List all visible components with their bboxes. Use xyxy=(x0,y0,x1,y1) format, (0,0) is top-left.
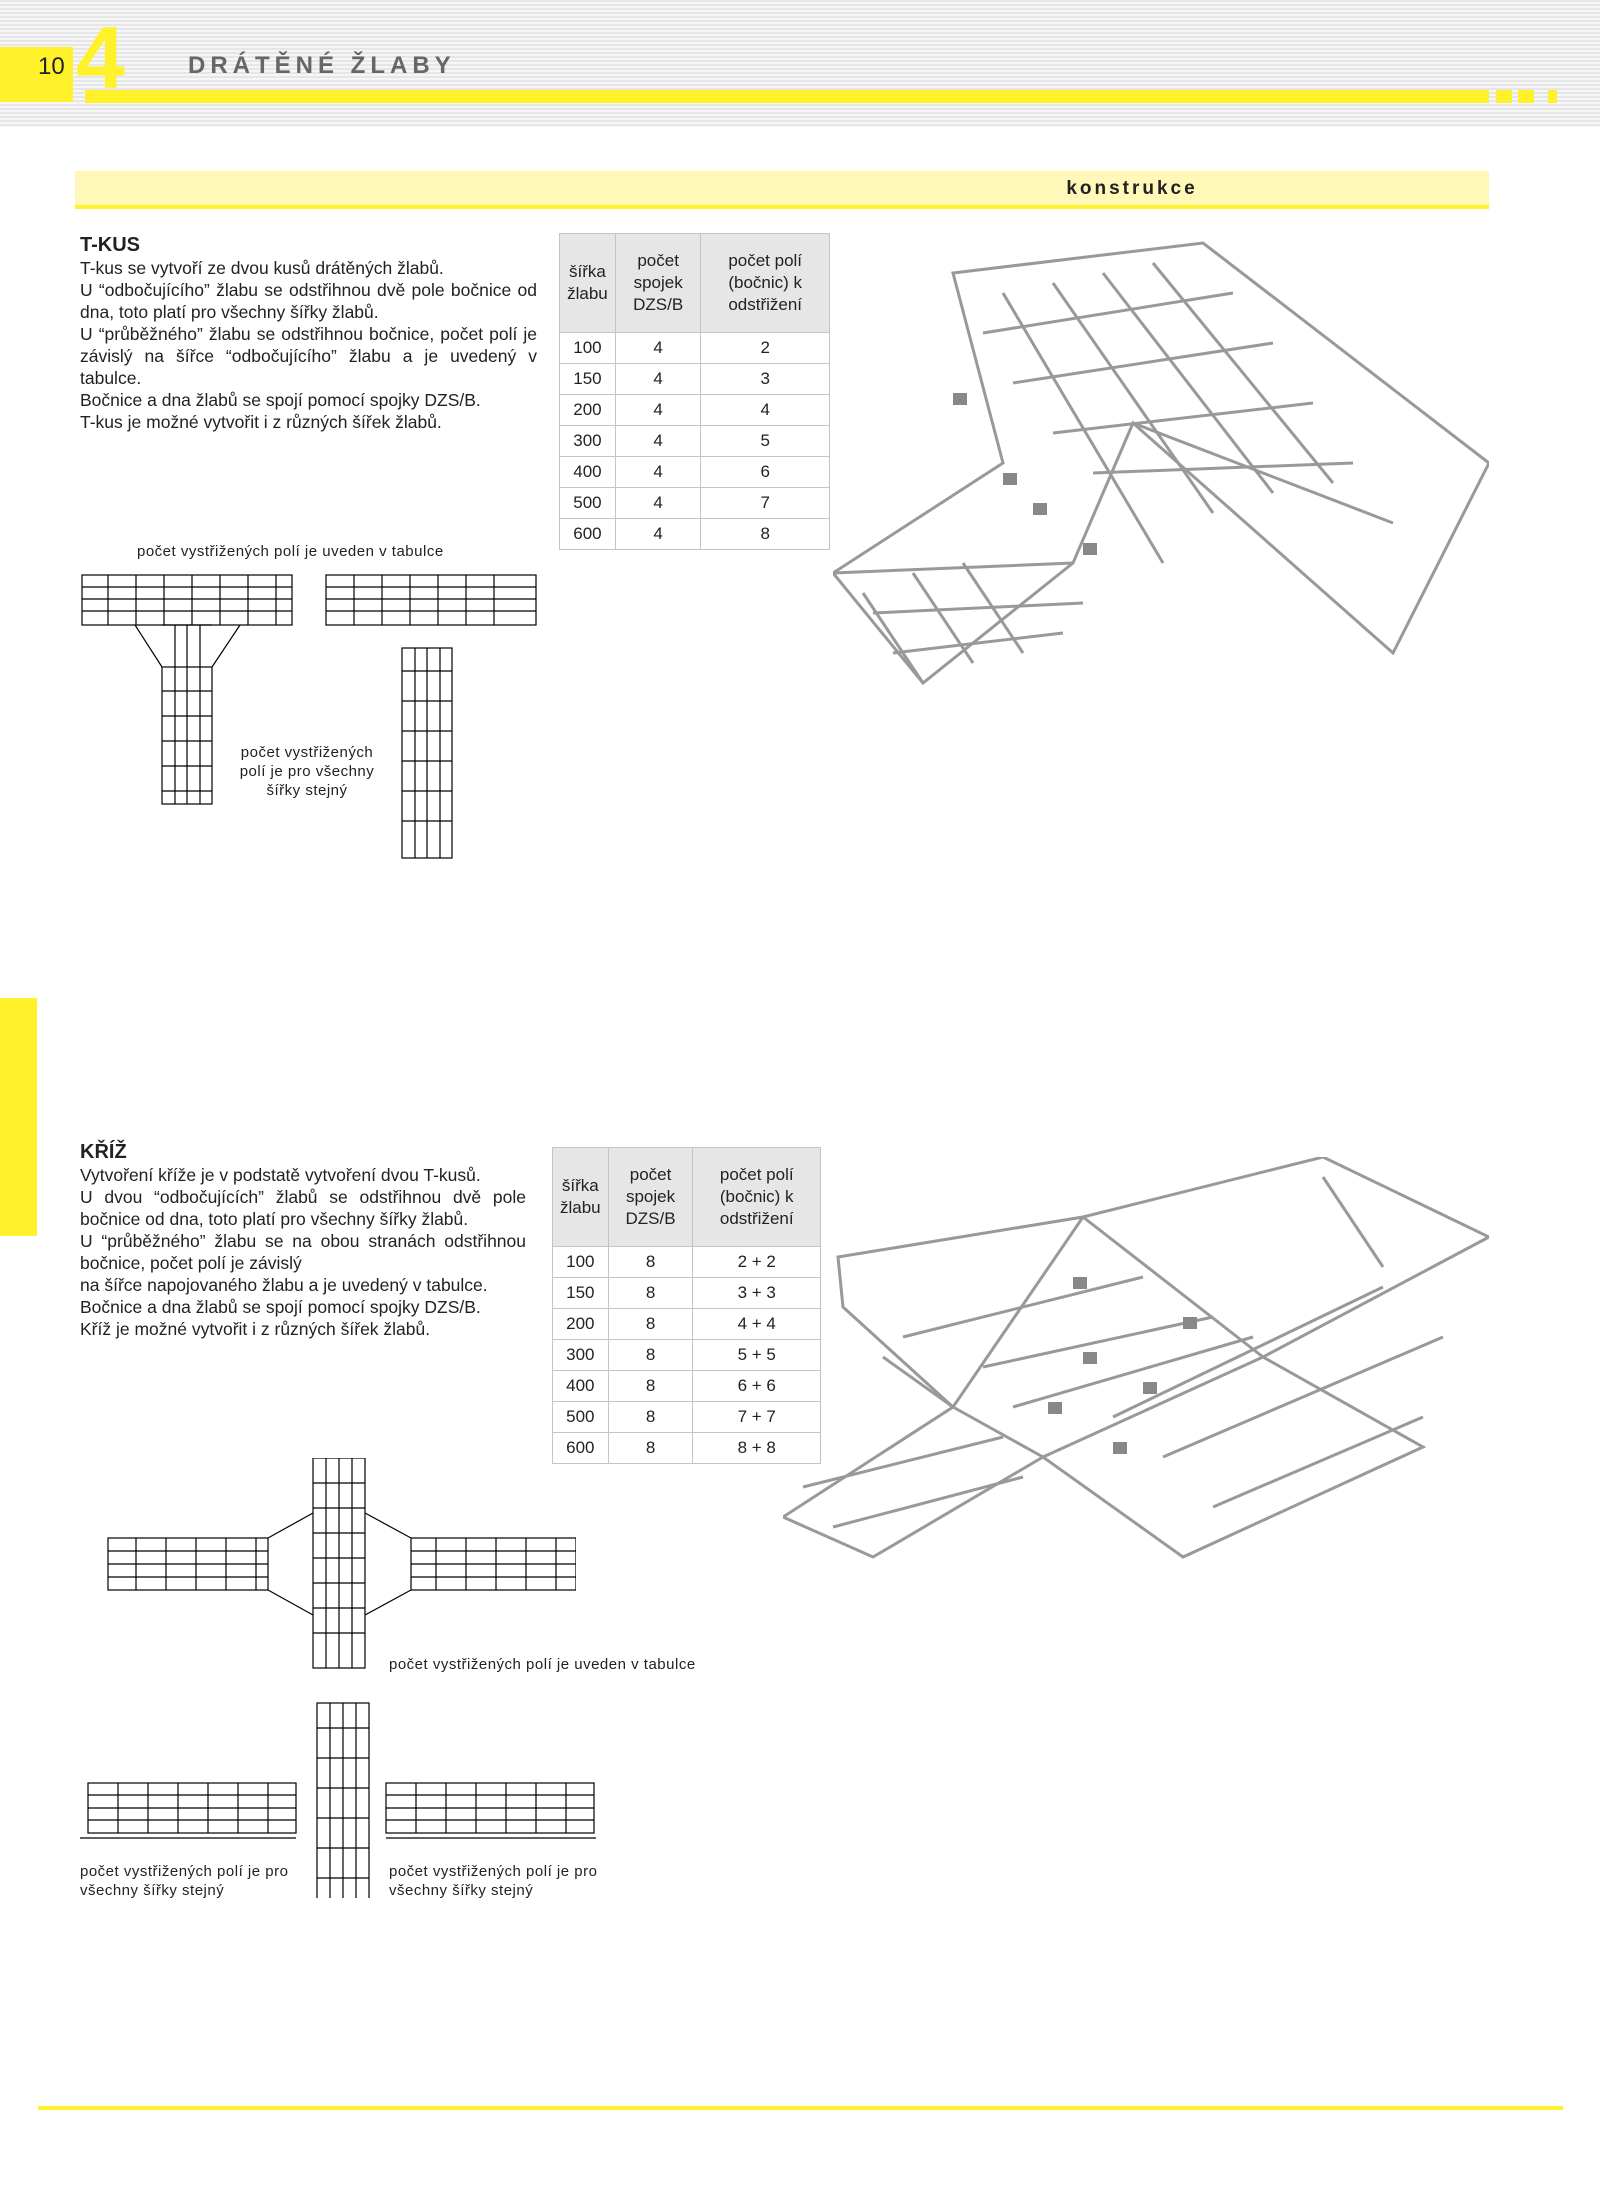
tkus-caption-mid: počet vystřižených polí je pro všechny šířky stejný xyxy=(239,744,375,799)
section-band: konstrukce xyxy=(75,171,1489,209)
column-header: počet polí (bočnic) k odstřižení xyxy=(701,234,830,333)
table-row xyxy=(553,1433,821,1464)
header-square xyxy=(1518,90,1534,103)
table-header-row xyxy=(560,234,830,333)
table-cell: 4 xyxy=(615,426,700,457)
tkus-caption-top: počet vystřižených polí je uveden v tabulce xyxy=(137,543,444,560)
table-row xyxy=(560,333,830,364)
table-cell: 4 xyxy=(615,333,700,364)
table-cell: 500 xyxy=(560,488,616,519)
table-cell: 150 xyxy=(560,364,616,395)
table-cell: 400 xyxy=(553,1371,609,1402)
table-row xyxy=(560,364,830,395)
column-header: počet polí (bočnic) k odstřižení xyxy=(693,1148,821,1247)
table-cell: 600 xyxy=(560,519,616,550)
tkus-table xyxy=(559,233,830,550)
table-row xyxy=(553,1340,821,1371)
table-cell: 5 xyxy=(701,426,830,457)
table-cell: 8 xyxy=(608,1340,693,1371)
table-cell: 8 xyxy=(608,1402,693,1433)
table-cell: 5 + 5 xyxy=(693,1340,821,1371)
paragraph: na šířce napojovaného žlabu a je uvedený v tabulce. xyxy=(80,1275,488,1295)
table-cell: 4 xyxy=(701,395,830,426)
paragraph: Kříž je možné vytvořit i z různých šířek žlabů. xyxy=(80,1319,431,1339)
kriz-side-pieces xyxy=(80,1780,600,1840)
tkus-diagram xyxy=(80,571,540,861)
table-row xyxy=(553,1371,821,1402)
table-row xyxy=(560,519,830,550)
kriz-heading: KŘÍŽ xyxy=(80,1141,127,1163)
table-row xyxy=(553,1402,821,1433)
table-cell: 4 xyxy=(615,488,700,519)
header-square xyxy=(1548,90,1557,103)
table-cell: 4 xyxy=(615,395,700,426)
kriz-text xyxy=(80,1164,526,1340)
table-cell: 4 xyxy=(615,364,700,395)
table-cell: 600 xyxy=(553,1433,609,1464)
table-cell: 2 xyxy=(701,333,830,364)
table-row xyxy=(560,488,830,519)
table-cell: 300 xyxy=(560,426,616,457)
tkus-heading: T-KUS xyxy=(80,234,140,256)
table-row xyxy=(560,395,830,426)
kriz-isometric-illustration xyxy=(783,1157,1489,1594)
table-cell: 100 xyxy=(553,1247,609,1278)
table-cell: 300 xyxy=(553,1340,609,1371)
table-cell: 8 xyxy=(608,1278,693,1309)
table-cell: 8 xyxy=(608,1433,693,1464)
table-row xyxy=(553,1278,821,1309)
table-cell: 4 + 4 xyxy=(693,1309,821,1340)
tkus-section xyxy=(80,234,537,433)
table-cell: 400 xyxy=(560,457,616,488)
table-cell: 200 xyxy=(560,395,616,426)
table-row xyxy=(560,457,830,488)
table-cell: 8 xyxy=(608,1309,693,1340)
paragraph: U “průběžného” žlabu se na obou stranách odstřihnou bočnice, počet polí je závislý xyxy=(80,1231,526,1273)
table-cell: 7 + 7 xyxy=(693,1402,821,1433)
tkus-isometric-illustration xyxy=(833,233,1489,691)
paragraph: U “odbočujícího” žlabu se odstřihnou dvě pole bočnice od dna, toto platí pro všechny šířky žlabů. xyxy=(80,280,537,322)
table-row xyxy=(560,426,830,457)
table-row xyxy=(553,1309,821,1340)
table-cell: 8 xyxy=(608,1247,693,1278)
table-cell: 200 xyxy=(553,1309,609,1340)
side-tab xyxy=(0,998,37,1236)
page-number: 10 xyxy=(0,47,73,102)
table-cell: 8 xyxy=(701,519,830,550)
paragraph: T-kus se vytvoří ze dvou kusů drátěných žlabů. xyxy=(80,258,444,278)
table-header-row xyxy=(553,1148,821,1247)
table-cell: 6 + 6 xyxy=(693,1371,821,1402)
kriz-caption-right: počet vystřižených polí je uveden v tabulce xyxy=(389,1656,696,1673)
table-cell: 3 + 3 xyxy=(693,1278,821,1309)
table-cell: 8 + 8 xyxy=(693,1433,821,1464)
column-header: počet spojek DZS/B xyxy=(615,234,700,333)
table-cell: 4 xyxy=(615,457,700,488)
column-header: počet spojek DZS/B xyxy=(608,1148,693,1247)
column-header: šířka žlabu xyxy=(553,1148,609,1247)
table-row xyxy=(553,1247,821,1278)
kriz-section xyxy=(80,1141,526,1340)
column-header: šířka žlabu xyxy=(560,234,616,333)
page-title: DRÁTĚNÉ ŽLABY xyxy=(188,52,456,79)
paragraph: Bočnice a dna žlabů se spojí pomocí spojky DZS/B. xyxy=(80,1297,481,1317)
header-bar xyxy=(85,90,1489,103)
table-cell: 2 + 2 xyxy=(693,1247,821,1278)
paragraph: U “průběžného” žlabu se odstřihnou bočnice, počet polí je závislý na šířce “odbočujícího” žlabu a je uvedený v tabulce. xyxy=(80,324,537,388)
header-square xyxy=(1496,90,1512,103)
table-cell: 4 xyxy=(615,519,700,550)
footer-line xyxy=(38,2106,1563,2110)
kriz-caption-bottom-left: počet vystřižených polí je pro všechny šířky stejný xyxy=(80,1863,289,1899)
table-cell: 6 xyxy=(701,457,830,488)
table-cell: 150 xyxy=(553,1278,609,1309)
table-cell: 7 xyxy=(701,488,830,519)
paragraph: U dvou “odbočujících” žlabů se odstřihnou dvě pole bočnice od dna, toto platí pro všechny šířky žlabů. xyxy=(80,1187,526,1229)
kriz-caption-bottom-right: počet vystřižených polí je pro všechny šířky stejný xyxy=(389,1863,598,1899)
table-cell: 8 xyxy=(608,1371,693,1402)
paragraph: Bočnice a dna žlabů se spojí pomocí spojky DZS/B. xyxy=(80,390,481,410)
paragraph: T-kus je možné vytvořit i z různých šířek žlabů. xyxy=(80,412,442,432)
tkus-text xyxy=(80,257,537,433)
kriz-table xyxy=(552,1147,821,1464)
table-cell: 100 xyxy=(560,333,616,364)
paragraph: Vytvoření kříže je v podstatě vytvoření dvou T-kusů. xyxy=(80,1165,481,1185)
table-cell: 500 xyxy=(553,1402,609,1433)
table-cell: 3 xyxy=(701,364,830,395)
chapter-number: 4 xyxy=(76,8,125,107)
